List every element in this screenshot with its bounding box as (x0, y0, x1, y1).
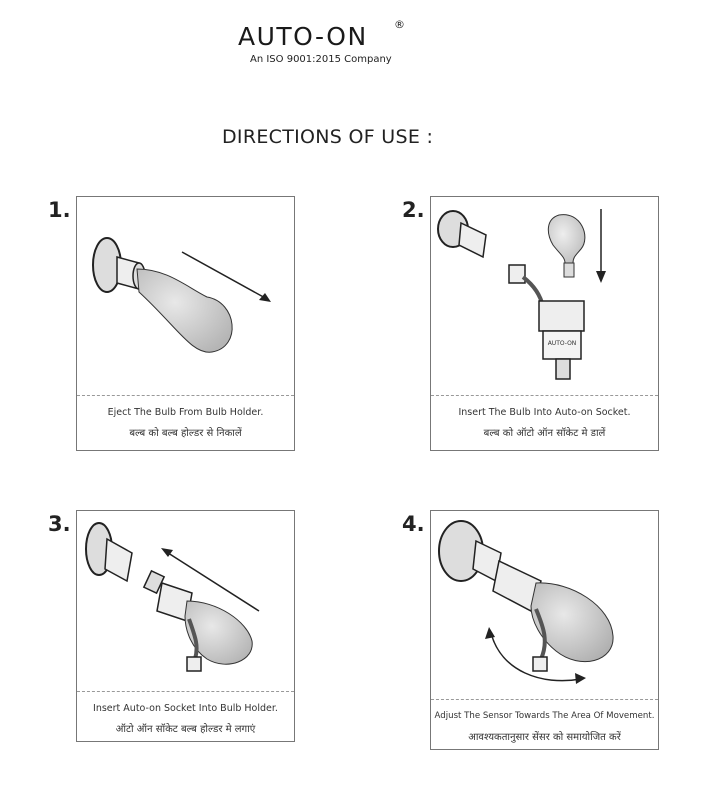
step-1-panel (76, 196, 295, 451)
step-1-number: 1. (48, 198, 71, 222)
brand-tagline: An ISO 9001:2015 Company (250, 54, 392, 65)
step-2-caption-en: Insert The Bulb Into Auto-on Socket. (458, 407, 631, 418)
step-2-caption-hi: बल्ब को ऑटो ऑन सॉकेट मे डालें (483, 428, 606, 439)
step-2-number: 2. (402, 198, 425, 222)
socket-label: AUTO-ON (547, 340, 577, 347)
step-3-divider (77, 691, 294, 692)
step-2-panel (430, 196, 659, 451)
registered-mark: ® (394, 18, 405, 31)
step-1-caption-hi: बल्ब को बल्ब होल्डर से निकालें (129, 428, 242, 439)
page-title: DIRECTIONS OF USE : (222, 126, 434, 148)
step-4-caption-en: Adjust The Sensor Towards The Area Of Movement. (434, 711, 655, 721)
step-3-caption-en: Insert Auto-on Socket Into Bulb Holder. (93, 703, 278, 714)
step-4-panel (430, 510, 659, 750)
step-2-divider (431, 395, 658, 396)
step-3-caption-hi: ऑटो ऑन सॉकेट बल्ब होल्डर मे लगाएं (115, 724, 256, 735)
step-1-divider (77, 395, 294, 396)
step-3-panel (76, 510, 295, 742)
step-4-divider (431, 699, 658, 700)
brand-name: AUTO-ON (238, 22, 368, 51)
step-1-caption-en: Eject The Bulb From Bulb Holder. (107, 407, 264, 418)
brand-logo (238, 18, 418, 65)
step-4-number: 4. (402, 512, 425, 536)
step-4-caption-hi: आवश्यकतानुसार सेंसर को समायोजित करें (468, 732, 621, 743)
step-3-number: 3. (48, 512, 71, 536)
